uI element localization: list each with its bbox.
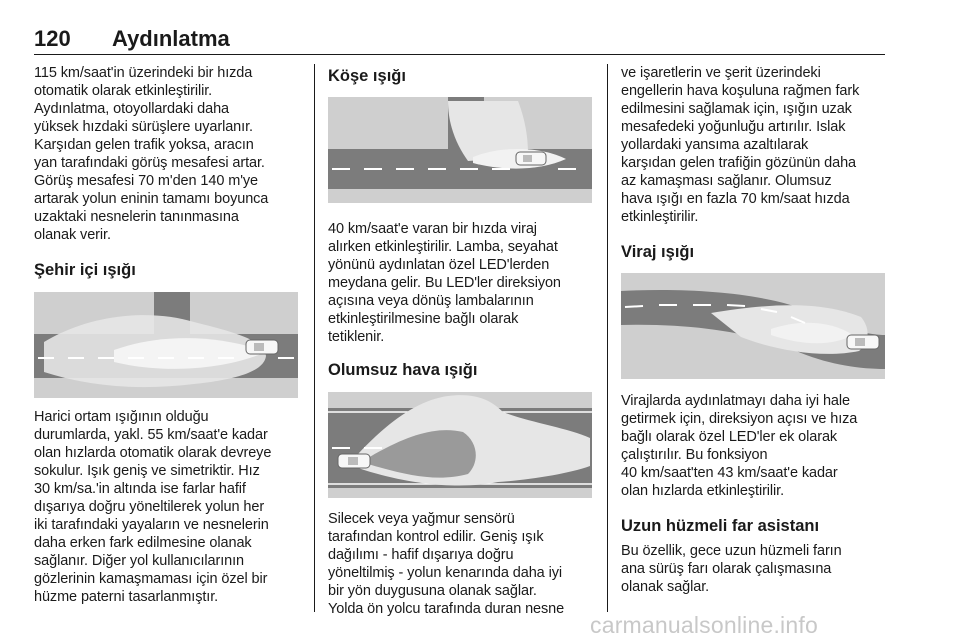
section-heading-high-beam-assist: Uzun hüzmeli far asistanı: [621, 517, 820, 535]
column-3: [621, 64, 887, 596]
paragraph: Silecek veya yağmur sensörü tarafından kontrol edilir. Geniş ışık dağılımı - hafif dışarıya doğru yöneltilmiş - yolun kenarında daha iyi bir yön duygusuna olanak sağlar. Yolda ön yolcu tarafında duran nesne: [328, 511, 565, 617]
city-light-illustration: [34, 292, 298, 398]
section-heading-curve-light: Viraj ışığı: [621, 243, 695, 261]
section-heading-city-light: Şehir içi ışığı: [34, 261, 136, 279]
curve-light-illustration: [621, 273, 885, 379]
section-heading-corner-light: Köşe ışığı: [328, 67, 406, 85]
page-title: Aydınlatma: [112, 26, 230, 51]
column-1: [34, 64, 300, 606]
paragraph: 40 km/saat'e varan bir hızda viraj alırken etkinleştirilir. Lamba, seyahat yönünü aydınlatan özel LED'lerden meydana gelir. Bu LED'ler direksiyon açısına veya dönüş lambalarının etkinleştirilmesine bağlı olarak tetiklenir.: [328, 221, 561, 345]
paragraph: 115 km/saat'in üzerindeki bir hızda otomatik olarak etkinleştirilir. Aydınlatma, otoyollardaki daha yüksek hızdaki sürüşlere uyarlanır. Karşıdan gelen trafik yoksa, aracın yan tarafındaki görüş mesafesi artar. Görüş mesafesi 70 m'den 140 m'ye artarak yolun eninin tamamı boyunca uzaktaki nesnelerin tanınmasına olanak verir.: [34, 65, 269, 243]
column-2: [328, 64, 594, 618]
corner-light-illustration: [328, 97, 592, 203]
watermark: carmanualsonline.info: [590, 612, 818, 638]
paragraph: Virajlarda aydınlatmayı daha iyi hale getirmek için, direksiyon açısı ve hıza bağlı olarak özel LED'ler ek olarak çalıştırılır. Bu fonksiyon 40 km/saat'ten 43 km/saat'e kadar olan hızlarda etkinleştirilir.: [621, 393, 858, 499]
page-header: [34, 26, 885, 55]
section-heading-bad-weather-light: Olumsuz hava ışığı: [328, 361, 478, 379]
paragraph: Harici ortam ışığının olduğu durumlarda, yakl. 55 km/saat'e kadar olan hızlarda otomatik olarak devreye sokulur. Işık geniş ve simetriktir. Hız 30 km/sa.'in altında ise farlar hafif dışarıya doğru yöneltilerek yolun her iki tarafındaki yayaların ve nesnelerin daha erken fark edilmesine olanak sağlanır. Diğer yol kullanıcılarının gözlerinin kamaşmaması için özel bir hüzme paterni tasarlanmıştır.: [34, 409, 272, 605]
paragraph: Bu özellik, gece uzun hüzmeli farın ana sürüş farı olarak çalışmasına olanak sağlar.: [621, 543, 842, 595]
column-divider: [607, 64, 608, 612]
column-divider: [314, 64, 315, 612]
page-number: 120: [34, 26, 71, 51]
bad-weather-light-illustration: [328, 392, 592, 498]
paragraph: ve işaretlerin ve şerit üzerindeki engellerin hava koşuluna rağmen fark edilmesini sağlamak için, ışığın uzak mesafedeki yoğunluğu artırılır. Islak yollardaki yansıma azaltılarak karşıdan gelen trafiğin gözünün daha az kamaşması sağlanır. Olumsuz hava ışığı en fazla 70 km/saat hızda etkinleştirilir.: [621, 65, 860, 225]
